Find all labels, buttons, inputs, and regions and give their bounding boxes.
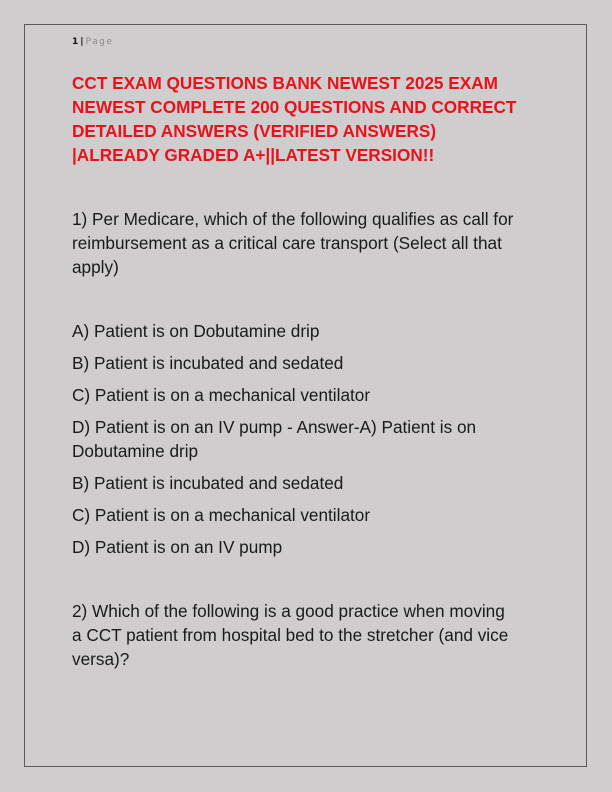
option-c: C) Patient is on a mechanical ventilator (72, 385, 371, 405)
answer-line: Dobutamine drip (72, 441, 199, 461)
page-label: Page (85, 37, 114, 47)
document-title (72, 71, 552, 167)
option-b: B) Patient is incubated and sedated (72, 353, 344, 373)
page-separator: | (80, 37, 84, 47)
question-line: 2) Which of the following is a good practice when moving (72, 601, 505, 621)
question-line: reimbursement as a critical care transport (Select all that (72, 233, 502, 253)
page-header (72, 36, 113, 48)
question-line: versa)? (72, 649, 130, 669)
question-line: 1) Per Medicare, which of the following qualifies as call for (72, 209, 514, 229)
question-line: apply) (72, 257, 119, 277)
option-a: A) Patient is on Dobutamine drip (72, 321, 320, 341)
title-line: |ALREADY GRADED A+||LATEST VERSION!! (72, 145, 435, 165)
page-number: 1 (72, 37, 79, 47)
option-d-line: D) Patient is on an IV pump - Answer-A) Patient is on (72, 417, 477, 437)
option-d-with-answer (72, 415, 476, 463)
answer-option-c: C) Patient is on a mechanical ventilator (72, 505, 371, 525)
answer-option-b: B) Patient is incubated and sedated (72, 473, 344, 493)
question-1-text (72, 207, 513, 279)
title-line: DETAILED ANSWERS (VERIFIED ANSWERS) (72, 121, 437, 141)
question-line: a CCT patient from hospital bed to the stretcher (and vice (72, 625, 509, 645)
question-2-text (72, 599, 508, 671)
title-line: NEWEST COMPLETE 200 QUESTIONS AND CORRECT (72, 97, 517, 117)
answer-option-d: D) Patient is on an IV pump (72, 537, 283, 557)
title-line: CCT EXAM QUESTIONS BANK NEWEST 2025 EXAM (72, 73, 498, 93)
